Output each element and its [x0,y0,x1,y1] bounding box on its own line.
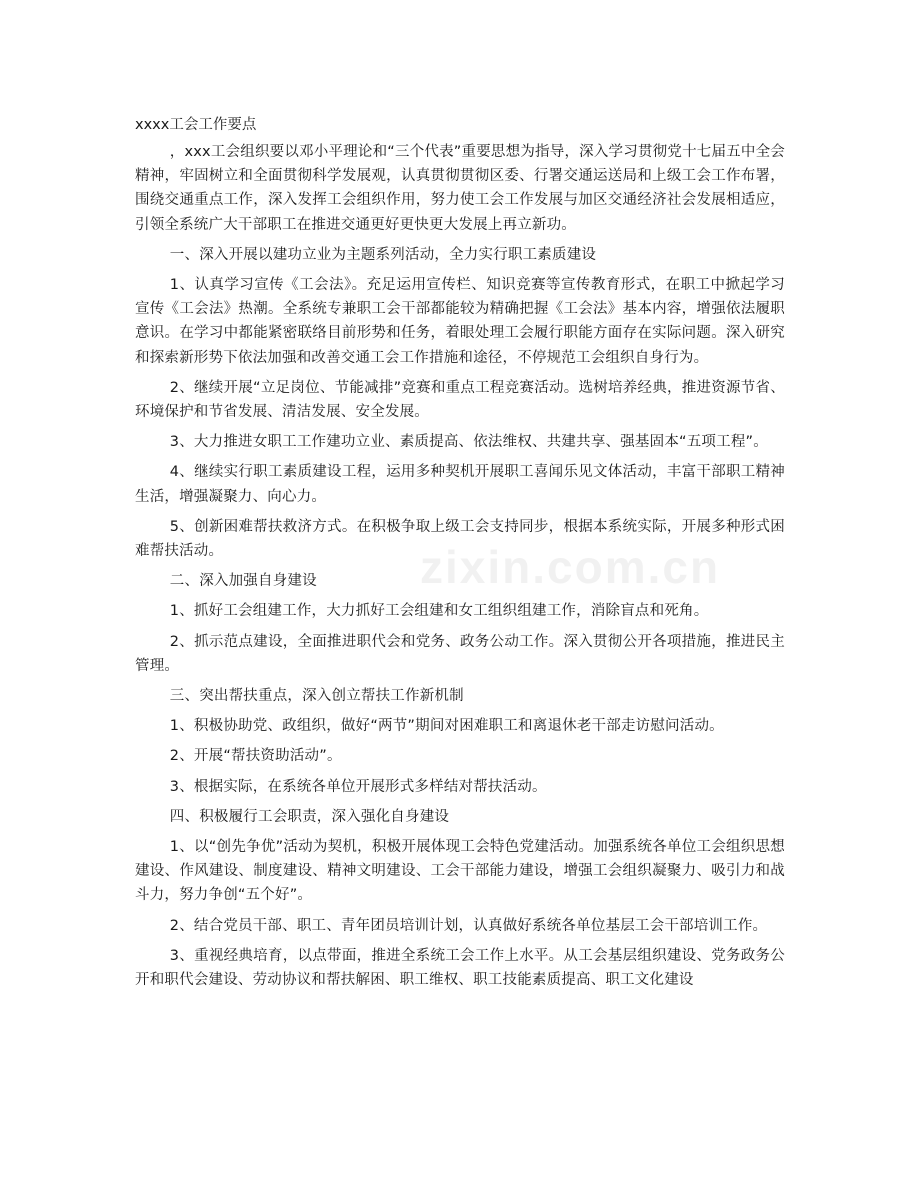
section-2-heading: 二、深入加强自身建设 [169,573,317,590]
section-3-item-2: 2、开展“帮扶资助活动”。 [169,748,342,765]
section-1-heading: 一、深入开展以建功立业为主题系列活动，全力实行职工素质建设 [169,246,597,263]
document-page [135,110,785,998]
document-title: xxxx工会工作要点 [135,117,257,133]
section-3-item-1: 1、积极协助党、政组织，做好“两节”期间对困难职工和离退休老干部走访慰问活动。 [169,718,724,735]
section-1-item-5: 5、创新困难帮扶救济方式。在积极争取上级工会支持同步，根据本系统实际，开展多种形式困难帮扶活动。 [135,518,785,560]
section-1-item-3: 3、大力推进女职工工作建功立业、素质提高、依法维权、共建共享、强基固本“五项工程”。 [169,434,768,451]
section-4-item-2: 2、结合党员干部、职工、青年团员培训计划，认真做好系统各单位基层工会干部培训工作。 [169,917,768,934]
section-4-item-3: 3、重视经典培育，以点带面，推进全系统工会工作上水平。从工会基层组织建设、党务政务公开和职代会建设、劳动协议和帮扶解困、职工维权、职工技能素质提高、职工文化建设 [135,947,785,989]
watermark: zixin.com.cn [420,541,721,593]
section-2-item-1: 1、抓好工会组建工作，大力抓好工会组建和女工组织组建工作，消除盲点和死角。 [169,603,709,620]
section-1-item-4: 4、继续实行职工素质建设工程，运用多种契机开展职工喜闻乐见文体活动，丰富干部职工精神生活，增强凝聚力、向心力。 [135,464,785,505]
section-1-item-1: 1、认真学习宣传《工会法》。充足运用宣传栏、知识竞赛等宣传教育形式，在职工中掀起学习宣传《工会法》热潮。全系统专兼职工会干部都能较为精确把握《工会法》基本内容，增强依法履职意识。在学习中都能紧密联络目前形势和任务，着眼处理工会履行职能方面存在实际问题。深入研究和探索新形势下依法加强和改善交通工会工作措施和途径，不停规范工会组织自身行为。 [135,277,785,366]
section-1-item-2: 2、继续开展“立足岗位、节能减排”竞赛和重点工程竞赛活动。选树培养经典，推进资源节省、环境保护和节省发展、清洁发展、安全发展。 [135,379,785,421]
section-3-heading: 三、突出帮扶重点，深入创立帮扶工作新机制 [169,688,464,705]
section-4-item-1: 1、以“创先争优”活动为契机，积极开展体现工会特色党建活动。加强系统各单位工会组织思想建设、作风建设、制度建设、精神文明建设、工会干部能力建设，增强工会组织凝聚力、吸引力和战斗力，努力争创“五个好”。 [135,839,785,904]
section-4-heading: 四、积极履行工会职责，深入强化自身建设 [169,808,450,825]
section-2-item-2: 2、抓示范点建设，全面推进职代会和党务、政务公动工作。深入贯彻公开各项措施，推进民主管理。 [135,633,785,674]
intro-paragraph: ，xxx工会组织要以邓小平理论和“三个代表”重要思想为指导，深入学习贯彻党十七届五中全会精神，牢固树立和全面贯彻科学发展观，认真贯彻贯彻区委、行署交通运送局和上级工会工作布署，围绕交通重点工作，深入发挥工会组织作用，努力使工会工作发展与加区交通经济社会发展相适应，引领全系统广大干部职工在推进交通更好更快更大发展上再立新功。 [135,144,785,233]
section-3-item-3: 3、根据实际，在系统各单位开展形式多样结对帮扶活动。 [169,778,547,795]
